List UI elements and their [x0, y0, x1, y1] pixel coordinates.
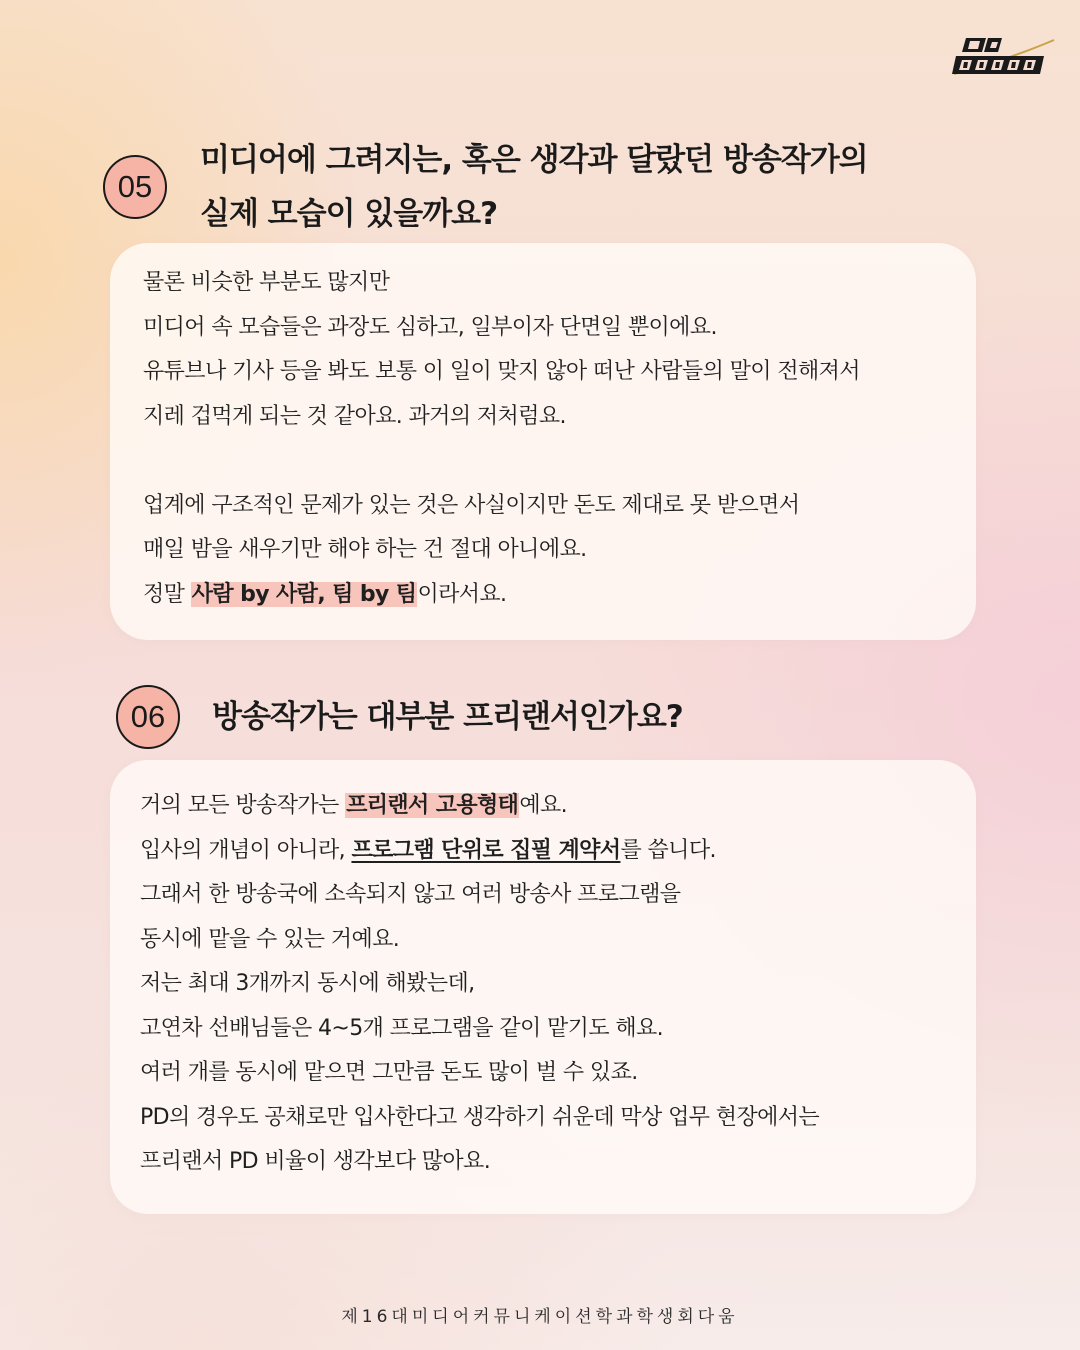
answer-line — [140, 829, 946, 874]
answer-line: 지레 겁먹게 되는 것 같아요. 과거의 저처럼요. — [143, 403, 566, 429]
question-title-line: 실제 모습이 있을까요? — [200, 196, 498, 232]
question-title-line: 미디어에 그려지는, 혹은 생각과 달랐던 방송작가의 — [200, 142, 868, 178]
question-06-title — [212, 690, 683, 744]
logo-icon — [946, 30, 1058, 80]
answer-line: 매일 밤을 새우기만 해야 하는 건 절대 아니에요. — [143, 537, 587, 562]
underlined-phrase: 프로그램 단위로 집필 계약서 — [351, 837, 621, 863]
question-05-title — [200, 133, 868, 241]
paragraph-spacer — [143, 439, 946, 484]
answer-text: 이라서요. — [417, 581, 507, 607]
answer-text: 입사의 개념이 아니라, — [140, 837, 352, 863]
question-number-badge: 05 — [103, 155, 167, 219]
answer-line: 물론 비슷한 부분도 많지만 — [143, 270, 390, 295]
answer-05-card — [110, 243, 976, 640]
answer-line: 동시에 맡을 수 있는 거예요. — [140, 926, 400, 952]
answer-line: 업계에 구조적인 문제가 있는 것은 사실이지만 돈도 제대로 못 받으면서 — [143, 492, 800, 518]
answer-text: 정말 — [143, 581, 191, 607]
answer-line — [140, 784, 946, 829]
answer-line: 유튜브나 기사 등을 봐도 보통 이 일이 맞지 않아 떠난 사람들의 말이 전해져서 — [143, 359, 860, 384]
answer-text: 거의 모든 방송작가는 — [140, 793, 346, 818]
highlighted-phrase: 프리랜서 고용형태 — [346, 793, 519, 818]
question-06-header — [116, 685, 683, 749]
footer-credit: 제16대미디어커뮤니케이션학과학생회다움 — [341, 1307, 739, 1327]
answer-line: 프리랜서 PD 비율이 생각보다 많아요. — [140, 1149, 491, 1174]
answer-line: 미디어 속 모습들은 과장도 심하고, 일부이자 단면일 뿐이에요. — [143, 314, 717, 340]
question-title-line: 방송작가는 대부분 프리랜서인가요? — [212, 699, 683, 735]
answer-line: PD의 경우도 공채로만 입사한다고 생각하기 쉬운데 막상 업무 현장에서는 — [140, 1104, 820, 1130]
answer-line — [143, 573, 946, 618]
answer-line: 여러 개를 동시에 맡으면 그만큼 돈도 많이 벌 수 있죠. — [140, 1060, 638, 1085]
highlighted-phrase: 사람 by 사람, 팀 by 팀 — [191, 581, 417, 607]
answer-line: 고연차 선배님들은 4~5개 프로그램을 같이 맡기도 해요. — [140, 1015, 664, 1041]
answer-06-card — [110, 760, 976, 1214]
answer-line: 그래서 한 방송국에 소속되지 않고 여러 방송사 프로그램을 — [140, 882, 681, 907]
answer-text: 예요. — [519, 793, 568, 818]
answer-text: 를 씁니다. — [620, 837, 716, 863]
answer-line: 저는 최대 3개까지 동시에 해봤는데, — [140, 971, 475, 996]
question-05-header — [103, 133, 868, 241]
question-number-badge: 06 — [116, 685, 180, 749]
